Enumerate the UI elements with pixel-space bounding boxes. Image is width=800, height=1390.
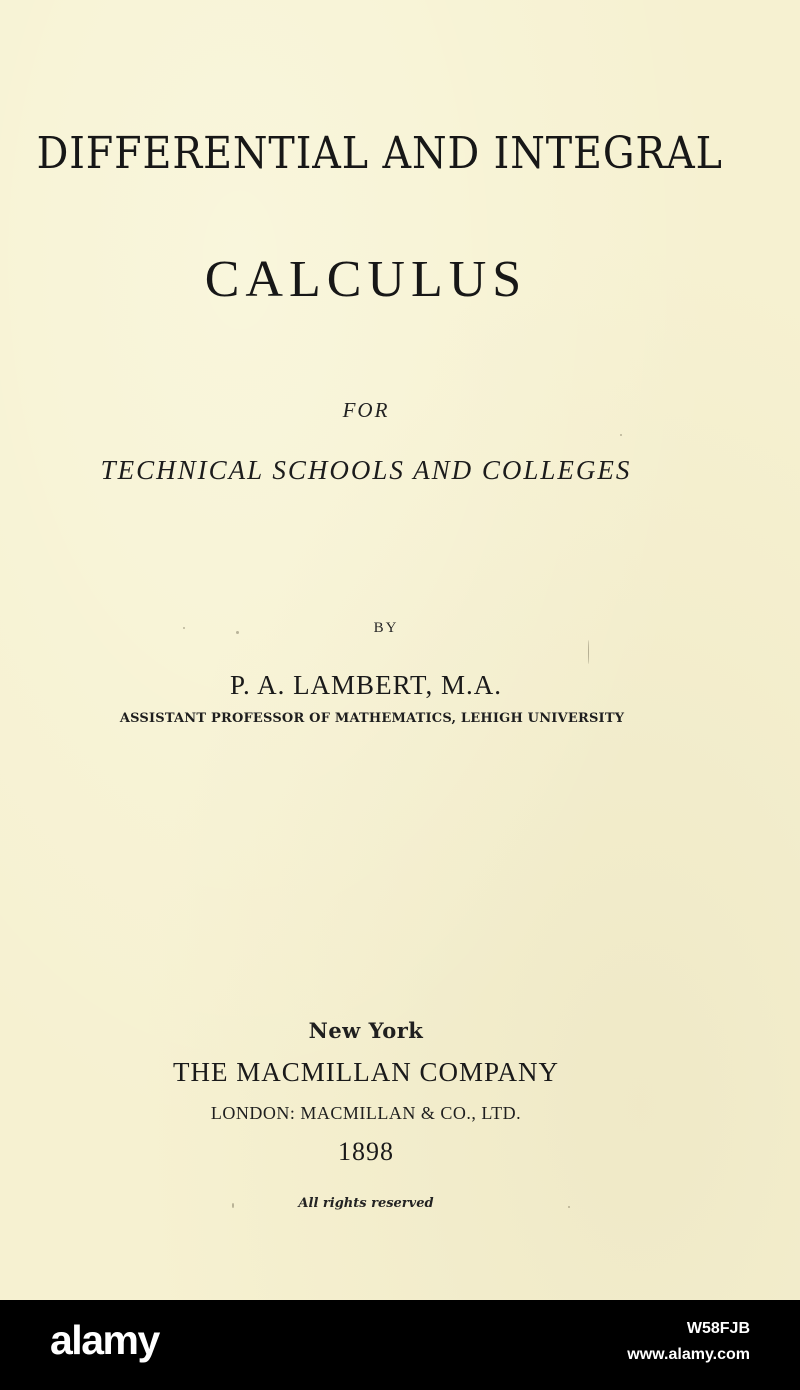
book-title-line-1: DIFFERENTIAL AND INTEGRAL xyxy=(36,128,723,179)
watermark-bar xyxy=(0,1300,800,1390)
for-label: FOR xyxy=(342,398,390,422)
paper-speck xyxy=(236,631,239,634)
publication-city: New York xyxy=(308,1018,424,1043)
site-url-label: www.alamy.com xyxy=(627,1346,750,1363)
paper-speck xyxy=(620,434,622,436)
paper-speck xyxy=(183,627,185,629)
publisher-name: THE MACMILLAN COMPANY xyxy=(172,1057,560,1087)
image-id-label: W58FJB xyxy=(686,1320,750,1337)
alamy-logo: alamy xyxy=(50,1317,159,1363)
author-name: P. A. LAMBERT, M.A. xyxy=(230,670,502,700)
london-publisher-line: LONDON: MACMILLAN & CO., LTD. xyxy=(210,1103,522,1123)
rights-notice: All rights reserved xyxy=(298,1196,434,1211)
publication-year: 1898 xyxy=(338,1137,394,1166)
paper-speck xyxy=(568,1206,570,1208)
book-title-line-2: CALCULUS xyxy=(204,251,528,308)
paper-speck xyxy=(588,640,589,664)
book-subtitle: TECHNICAL SCHOOLS AND COLLEGES xyxy=(100,455,632,485)
by-label: BY xyxy=(373,620,399,636)
author-affiliation: ASSISTANT PROFESSOR OF MATHEMATICS, LEHIGH UNIVERSITY xyxy=(119,711,625,726)
paper-speck xyxy=(232,1203,234,1208)
